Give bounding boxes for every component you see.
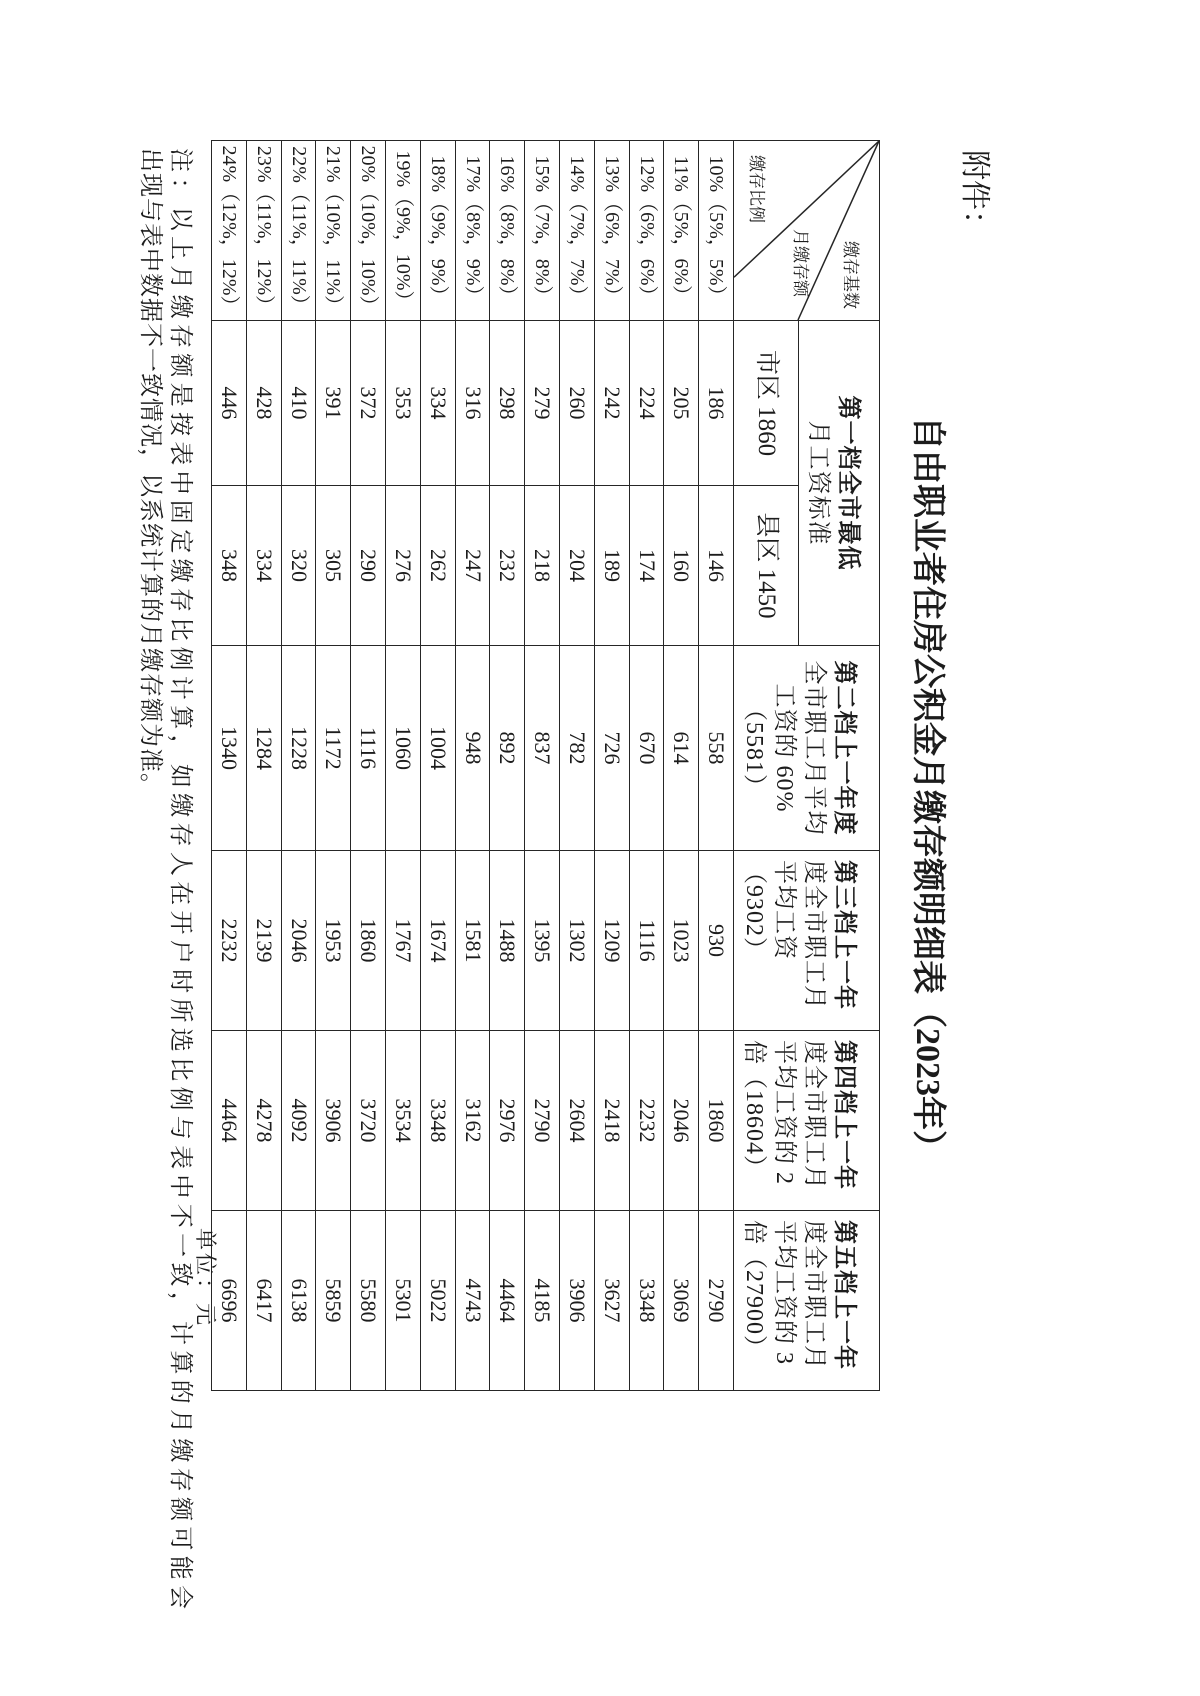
amount-cell-tier4: 3162 [455,1031,490,1211]
amount-cell-tier2: 614 [664,646,699,851]
amount-cell-tier3: 1767 [386,851,421,1031]
amount-cell-tier3: 1302 [560,851,595,1031]
tier4-header-line: 倍（18604） [741,1040,767,1180]
table-row [560,141,595,1391]
amount-cell-tier4: 3534 [386,1031,421,1211]
amount-cell-tier2: 1116 [351,646,386,851]
amount-cell-tier1-county: 348 [212,486,247,646]
tier1-sub-county: 县区 1450 [734,486,799,646]
amount-cell-tier1-urban: 446 [212,321,247,486]
ratio-cell: 21%（10%，11%） [316,141,351,321]
amount-cell-tier2: 558 [699,646,734,851]
tier1-header-line: 第一档全市最低 [835,395,861,571]
amount-cell-tier2: 948 [455,646,490,851]
ratio-cell: 22%（11%，11%） [281,141,316,321]
table-row [664,141,699,1391]
ratio-cell: 20%（10%，10%） [351,141,386,321]
footnote-line: 出现与表中数据不一致情况，以系统计算的月缴存额为准。 [137,148,163,798]
amount-cell-tier5: 4743 [455,1211,490,1391]
tier4-header [734,1031,880,1211]
amount-cell-tier1-urban: 316 [455,321,490,486]
tier1-header [799,321,880,646]
amount-cell-tier1-urban: 260 [560,321,595,486]
tier3-header-line: 平均工资 [771,860,797,960]
table-row [420,141,455,1391]
footnote-line: 注：以上月缴存额是按表中固定缴存比例计算，如缴存人在开户时所选比例与表中不一致，计算的月缴存额可能会 [167,148,193,1610]
ratio-cell: 23%（11%，12%） [246,141,281,321]
tier3-header-line: 第三档上一年 [831,860,857,1010]
amount-cell-tier3: 1860 [351,851,386,1031]
table-row [281,141,316,1391]
amount-cell-tier2: 1060 [386,646,421,851]
table-row [490,141,525,1391]
tier3-header-line: （9302） [741,860,767,962]
amount-cell-tier2: 1284 [246,646,281,851]
amount-cell-tier2: 1228 [281,646,316,851]
amount-cell-tier1-county: 204 [560,486,595,646]
corner-header [734,141,880,321]
tier3-header-line: 度全市职工月 [801,860,827,1010]
header-row [799,141,880,1391]
amount-cell-tier5: 4185 [525,1211,560,1391]
amount-cell-tier1-county: 320 [281,486,316,646]
amount-cell-tier5: 3906 [560,1211,595,1391]
contribution-table [211,140,880,1391]
amount-cell-tier5: 6138 [281,1211,316,1391]
amount-cell-tier1-urban: 186 [699,321,734,486]
amount-cell-tier3: 930 [699,851,734,1031]
amount-cell-tier2: 670 [629,646,664,851]
amount-cell-tier3: 1581 [455,851,490,1031]
tier4-header-line: 度全市职工月 [801,1040,827,1190]
ratio-cell: 17%（8%，9%） [455,141,490,321]
tier5-header [734,1211,880,1391]
tier5-header-line: 度全市职工月 [801,1220,827,1370]
amount-cell-tier2: 892 [490,646,525,851]
amount-cell-tier1-county: 232 [490,486,525,646]
amount-cell-tier4: 4464 [212,1031,247,1211]
amount-cell-tier2: 1340 [212,646,247,851]
amount-cell-tier5: 3348 [629,1211,664,1391]
ratio-cell: 18%（9%，9%） [420,141,455,321]
amount-cell-tier5: 6696 [212,1211,247,1391]
amount-cell-tier3: 2139 [246,851,281,1031]
amount-cell-tier1-county: 146 [699,486,734,646]
amount-cell-tier1-urban: 428 [246,321,281,486]
table-body [212,141,734,1391]
tier1-sub-urban: 市区 1860 [734,321,799,486]
amount-cell-tier1-urban: 334 [420,321,455,486]
tier4-header-line: 平均工资的 2 [771,1040,797,1185]
amount-cell-tier1-county: 305 [316,486,351,646]
ratio-cell: 13%（6%，7%） [594,141,629,321]
amount-cell-tier3: 1488 [490,851,525,1031]
ratio-cell: 11%（5%，6%） [664,141,699,321]
amount-cell-tier1-county: 160 [664,486,699,646]
tier5-header-line: 第五档上一年 [831,1220,857,1370]
table-row [351,141,386,1391]
tier4-header-line: 第四档上一年 [831,1040,857,1190]
table-row [386,141,421,1391]
amount-cell-tier3: 1674 [420,851,455,1031]
amount-cell-tier1-urban: 279 [525,321,560,486]
amount-cell-tier5: 5580 [351,1211,386,1391]
amount-cell-tier4: 2604 [560,1031,595,1211]
amount-cell-tier4: 2046 [664,1031,699,1211]
amount-cell-tier2: 837 [525,646,560,851]
tier2-header-line: 工资的 60% [771,683,797,813]
amount-cell-tier3: 2046 [281,851,316,1031]
ratio-cell: 24%（12%，12%） [212,141,247,321]
amount-cell-tier1-county: 334 [246,486,281,646]
table-row [246,141,281,1391]
amount-cell-tier5: 3627 [594,1211,629,1391]
amount-cell-tier1-county: 174 [629,486,664,646]
amount-cell-tier1-county: 189 [594,486,629,646]
amount-cell-tier3: 1023 [664,851,699,1031]
ratio-cell: 15%（7%，8%） [525,141,560,321]
amount-cell-tier3: 1116 [629,851,664,1031]
amount-cell-tier5: 4464 [490,1211,525,1391]
amount-cell-tier4: 2232 [629,1031,664,1211]
tier3-header [734,851,880,1031]
footnote [135,148,195,1610]
amount-cell-tier5: 5859 [316,1211,351,1391]
amount-cell-tier4: 4092 [281,1031,316,1211]
corner-label-ratio: 缴存比例 [747,155,766,223]
amount-cell-tier4: 3720 [351,1031,386,1211]
table-row [629,141,664,1391]
amount-cell-tier4: 4278 [246,1031,281,1211]
amount-cell-tier3: 1395 [525,851,560,1031]
tier5-header-line: 平均工资的 3 [771,1220,797,1365]
corner-label-amount: 月缴存额 [791,229,810,297]
amount-cell-tier2: 782 [560,646,595,851]
amount-cell-tier1-urban: 224 [629,321,664,486]
amount-cell-tier5: 5301 [386,1211,421,1391]
amount-cell-tier1-urban: 353 [386,321,421,486]
amount-cell-tier3: 2232 [212,851,247,1031]
amount-cell-tier4: 2790 [525,1031,560,1211]
tier2-header-line: 全市职工月平均 [801,660,827,836]
amount-cell-tier1-urban: 372 [351,321,386,486]
table-row [699,141,734,1391]
corner-label-base: 缴存基数 [841,241,860,309]
amount-cell-tier4: 3906 [316,1031,351,1211]
amount-cell-tier1-urban: 298 [490,321,525,486]
amount-cell-tier5: 5022 [420,1211,455,1391]
amount-cell-tier1-urban: 410 [281,321,316,486]
tier2-header [734,646,880,851]
tier2-header-line: 第二档上一年度 [831,660,857,836]
amount-cell-tier3: 1209 [594,851,629,1031]
amount-cell-tier1-urban: 391 [316,321,351,486]
amount-cell-tier1-urban: 205 [664,321,699,486]
table-header [734,141,880,1391]
amount-cell-tier1-urban: 242 [594,321,629,486]
table-row [525,141,560,1391]
amount-cell-tier1-county: 290 [351,486,386,646]
amount-cell-tier5: 2790 [699,1211,734,1391]
unit-label: 单位：元 [193,1228,218,1329]
amount-cell-tier3: 1953 [316,851,351,1031]
tier5-header-line: 倍（27900） [741,1220,767,1360]
ratio-cell: 16%（8%，8%） [490,141,525,321]
ratio-cell: 19%（9%，10%） [386,141,421,321]
document-title: 自由职业者住房公积金月缴存额明细表（2023年） [909,416,946,1164]
amount-cell-tier2: 1172 [316,646,351,851]
tier1-header-line: 月工资标准 [805,420,831,546]
amount-cell-tier4: 2418 [594,1031,629,1211]
amount-cell-tier1-county: 247 [455,486,490,646]
amount-cell-tier1-county: 218 [525,486,560,646]
amount-cell-tier2: 1004 [420,646,455,851]
table-row [594,141,629,1391]
ratio-cell: 12%（6%，6%） [629,141,664,321]
amount-cell-tier1-county: 276 [386,486,421,646]
amount-cell-tier2: 726 [594,646,629,851]
amount-cell-tier1-county: 262 [420,486,455,646]
amount-cell-tier4: 1860 [699,1031,734,1211]
amount-cell-tier4: 3348 [420,1031,455,1211]
tier2-header-line: （5581） [741,697,767,799]
attachment-label: 附件： [958,150,991,240]
amount-cell-tier5: 6417 [246,1211,281,1391]
table-row [316,141,351,1391]
table-row [455,141,490,1391]
corner-header-box [734,141,879,320]
ratio-cell: 10%（5%，5%） [699,141,734,321]
amount-cell-tier4: 2976 [490,1031,525,1211]
amount-cell-tier5: 3069 [664,1211,699,1391]
table-row [212,141,247,1391]
ratio-cell: 14%（7%，7%） [560,141,595,321]
